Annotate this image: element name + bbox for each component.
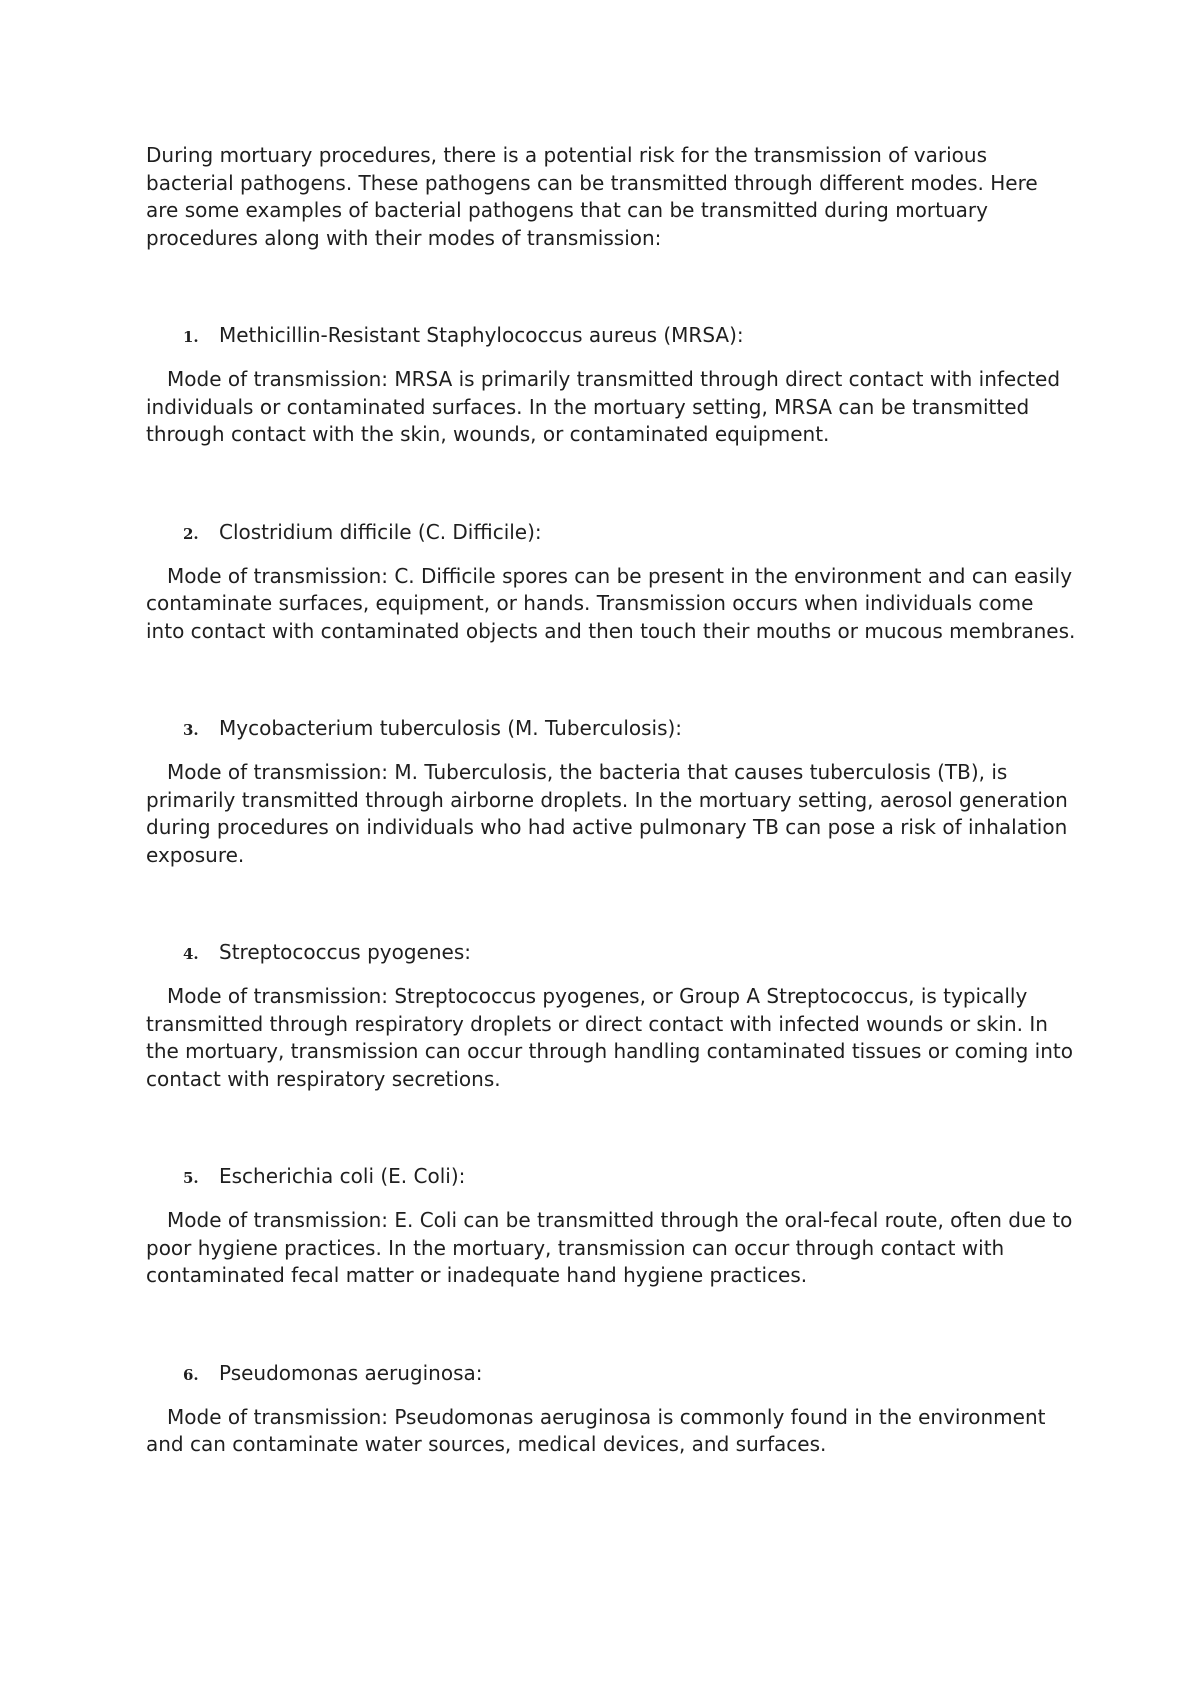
item-heading <box>146 519 1076 546</box>
item-number: 3. <box>183 721 199 739</box>
list-item <box>146 322 1076 449</box>
item-number: 5. <box>183 1169 199 1187</box>
list-item <box>146 1360 1076 1459</box>
item-heading <box>146 939 1076 966</box>
intro-paragraph: During mortuary procedures, there is a potential risk for the transmission of various bacterial pathogens. These pathogens can be transmitted through different modes. Here are some examples of bacterial pathogens that can be transmitted during mortuary procedures along with their modes of transmission: <box>146 143 1038 250</box>
list-item <box>146 519 1076 646</box>
item-number: 6. <box>183 1365 199 1384</box>
item-title: Methicillin-Resistant Staphylococcus aureus (MRSA): <box>219 323 744 347</box>
list-item <box>146 1163 1076 1290</box>
item-title: Clostridium difficile (C. Difficile): <box>219 519 542 544</box>
item-number: 4. <box>183 945 199 963</box>
item-number: 2. <box>183 524 199 543</box>
item-heading <box>146 715 1076 742</box>
item-body: Mode of transmission: Streptococcus pyogenes, or Group A Streptococcus, is typically transmitted through respiratory droplets or direct contact with infected wounds or skin. In the mortuary, transmission can occur through handling contaminated tissues or coming into contact with respiratory secretions. <box>146 984 1073 1091</box>
item-title: Pseudomonas aeruginosa: <box>219 1360 483 1385</box>
item-body: Mode of transmission: E. Coli can be transmitted through the oral-fecal route, often due to poor hygiene practices. In the mortuary, transmission can occur through contact with contaminated fecal matter or inadequate hand hygiene practices. <box>146 1208 1073 1287</box>
item-title: Mycobacterium tuberculosis (M. Tuberculosis): <box>219 716 683 740</box>
item-body: Mode of transmission: Pseudomonas aeruginosa is commonly found in the environment and can contaminate water sources, medical devices, and surfaces. <box>146 1404 1046 1456</box>
item-body: Mode of transmission: C. Difficile spores can be present in the environment and can easily contaminate surfaces, equipment, or hands. Transmission occurs when individuals come into contact with contaminated objects and then touch their mouths or mucous membranes. <box>146 563 1076 643</box>
item-body: Mode of transmission: M. Tuberculosis, the bacteria that causes tuberculosis (TB), is primarily transmitted through airborne droplets. In the mortuary setting, aerosol generation during procedures on individuals who had active pulmonary TB can pose a risk of inhalation exposure. <box>146 760 1068 867</box>
item-heading <box>146 322 1076 349</box>
item-heading <box>146 1360 1076 1387</box>
item-heading <box>146 1163 1076 1190</box>
item-number: 1. <box>183 328 199 346</box>
item-title: Streptococcus pyogenes: <box>219 940 471 964</box>
list-item <box>146 715 1076 869</box>
list-item <box>146 939 1076 1093</box>
document-body <box>146 142 1076 1459</box>
item-body: Mode of transmission: MRSA is primarily transmitted through direct contact with infected individuals or contaminated surfaces. In the mortuary setting, MRSA can be transmitted through contact with the skin, wounds, or contaminated equipment. <box>146 367 1061 446</box>
item-title: Escherichia coli (E. Coli): <box>219 1164 466 1188</box>
